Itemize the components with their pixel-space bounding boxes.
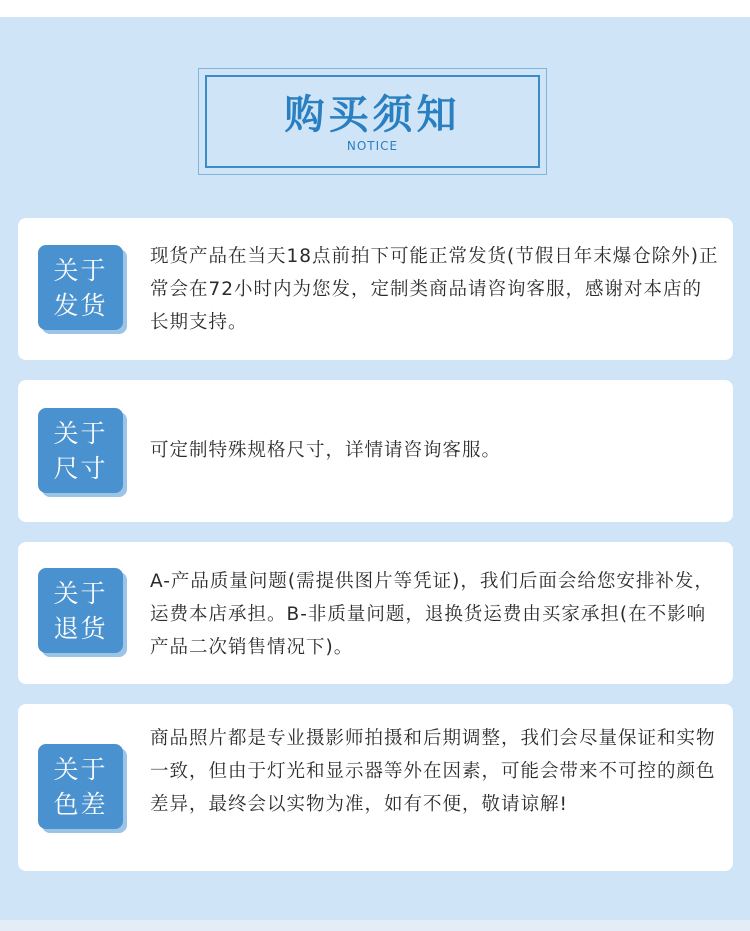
notice-text-shipping: 现货产品在当天18点前拍下可能正常发货(节假日年末爆仓除外)正常会在72小时内为您发，定制类商品请咨询客服，感谢对本店的长期支持。 <box>150 246 719 333</box>
badge-line-2: 发货 <box>53 290 108 320</box>
badge-color <box>38 744 123 829</box>
badge-line-2: 退货 <box>53 613 108 643</box>
notice-text-size: 可定制特殊规格尺寸，详情请咨询客服。 <box>150 440 502 461</box>
notice-card-color <box>18 704 733 871</box>
badge-line-1: 关于 <box>53 578 108 608</box>
badge-line-1: 关于 <box>53 255 108 285</box>
badge-returns <box>38 568 123 653</box>
notice-card-returns <box>18 542 733 684</box>
notice-card-shipping <box>18 218 733 360</box>
badge-line-1: 关于 <box>53 754 108 784</box>
top-strip <box>0 0 750 17</box>
notice-card-size <box>18 380 733 522</box>
badge-line-1: 关于 <box>53 418 108 448</box>
notice-text-returns: A-产品质量问题(需提供图片等凭证)，我们后面会给您安排补发，运费本店承担。B-非质量问题，退换货运费由买家承担(在不影响产品二次销售情况下)。 <box>150 571 714 658</box>
page-subtitle: NOTICE <box>346 139 399 153</box>
bottom-strip <box>0 920 750 931</box>
badge-line-2: 色差 <box>53 789 108 819</box>
badge-line-2: 尺寸 <box>53 453 108 483</box>
badge-shipping <box>38 245 123 330</box>
badge-size <box>38 408 123 493</box>
page-title: 购买须知 <box>284 92 461 138</box>
notice-text-color: 商品照片都是专业摄影师拍摄和后期调整，我们会尽量保证和实物一致，但由于灯光和显示器等外在因素，可能会带来不可控的颜色差异，最终会以实物为准，如有不便，敬请谅解! <box>150 728 716 815</box>
